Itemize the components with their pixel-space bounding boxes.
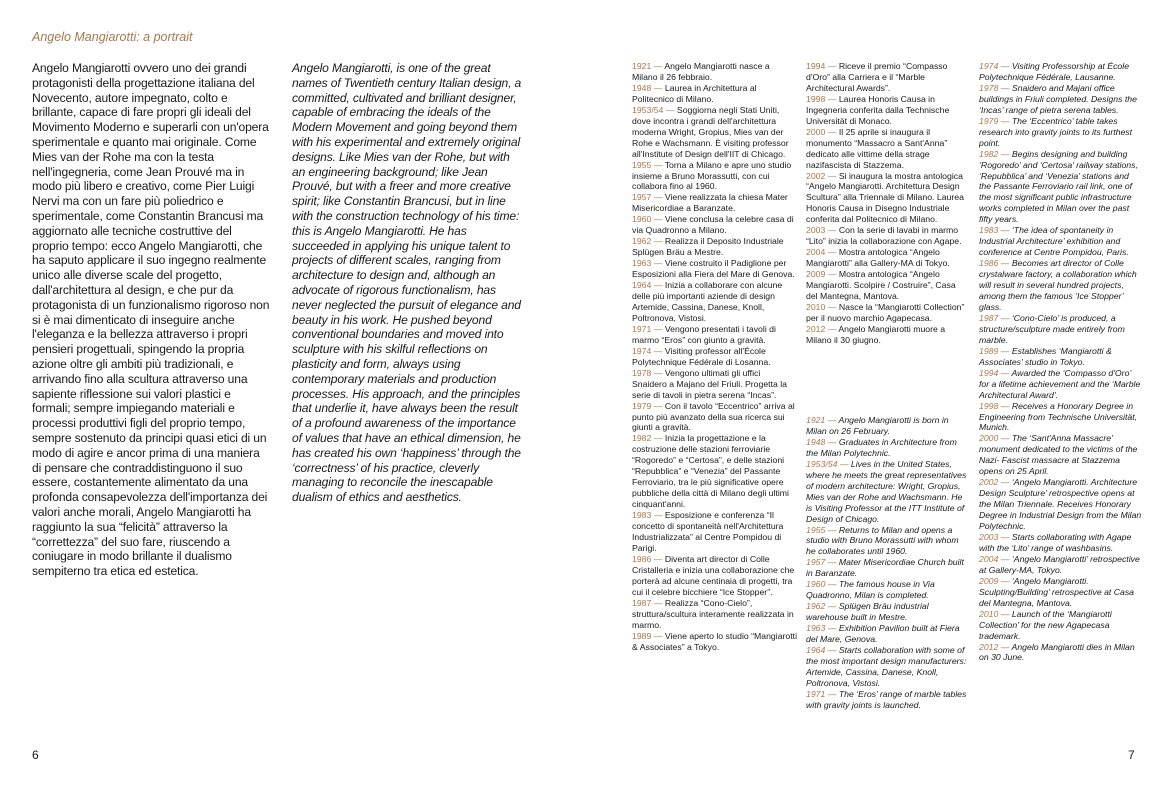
chronology-entry xyxy=(806,171,968,226)
chronology-year: 1953/54 — xyxy=(806,458,851,469)
chronology-entry xyxy=(979,61,1143,83)
chronology-year: 1994 — xyxy=(979,367,1012,378)
chronology-text: Launch of the ‘Mangiarotti Collection’ for the new Agapecasa trademark. xyxy=(979,608,1112,641)
chronology-year: 1964 — xyxy=(806,645,839,656)
chronology-entry xyxy=(632,598,797,631)
chronology-text: Starts collaborating with Agape with the ‘Lito’ range of washbasins. xyxy=(979,531,1132,553)
chronology-text: Viene realizzata la chiesa Mater Misericordiae a Baranzate. xyxy=(632,192,788,214)
chronology-entry xyxy=(979,368,1143,401)
chronology-year: 1957 — xyxy=(806,557,839,568)
chronology-text: ‘Angelo Mangiarotti. Sculpting/Building’ retrospective at Casa del Mantegna, Mantova. xyxy=(979,575,1135,608)
chronology-entry xyxy=(979,225,1143,258)
chronology-year: 1989 — xyxy=(979,345,1012,356)
chronology-entry xyxy=(979,576,1143,609)
chronology-entry xyxy=(632,433,797,510)
chronology-text: The ‘Sant'Anna Massacre’ monument dedicated to the victims of the Nazi- Fascist massacre at Stazzema opens on 25 April. xyxy=(979,433,1138,477)
chronology-entry xyxy=(979,116,1143,149)
chronology-entry xyxy=(979,313,1143,346)
chronology-entry xyxy=(979,433,1143,477)
chronology-year: 1974 — xyxy=(979,61,1012,71)
chronology-year: 1982 — xyxy=(979,148,1012,159)
chronology-text: ‘Angelo Mangiarotti. Architecture Design Sculpture’ retrospective opens at the Milan Triennale. Receives Honorary Degree in Industrial Design from the Milan Polytechnic. xyxy=(979,477,1142,532)
chronology-entry xyxy=(979,346,1143,368)
chronology-entry xyxy=(632,160,797,193)
chronology-entry xyxy=(806,415,968,437)
chronology-text: Receives a Honorary Degree in Engineering from Technische Universität, Munich. xyxy=(979,400,1138,433)
chronology-year: 2003 — xyxy=(979,531,1012,542)
chronology-year: 2012 — xyxy=(806,323,839,334)
chronology-year: 1979 — xyxy=(632,400,665,411)
chronology-text: Establishes ‘Mangiarotti & Associates’ studio in Tokyo. xyxy=(979,345,1112,367)
chronology-text: Torna a Milano e apre uno studio insieme a Bruno Morassutti, con cui collabora fino al 1960. xyxy=(632,159,792,192)
chronology-entry xyxy=(806,225,968,247)
chronology-entry xyxy=(979,642,1143,664)
chronology-english-part-2 xyxy=(979,61,1143,663)
chronology-entry xyxy=(979,401,1143,434)
chronology-text: Becomes art director of Colle crystalware factory, a collaboration which will result in several hundred projects, among them the famous ‘Ice Stopper’ glass. xyxy=(979,258,1137,312)
chronology-text: Snaidero and Majani office buildings in Friuli completed. Designs the ‘Incas’ range of pietra serena tables. xyxy=(979,82,1137,115)
chronology-entry xyxy=(979,477,1143,532)
chronology-year: 1989 — xyxy=(632,630,665,641)
chronology-text: Begins designing and building ‘Rogoredo’ and ‘Certosa’ railway stations, ‘Repubblica’ and ‘Venezia’ stations and the Passante Ferroviario rail link, one of the most significant public infrastructure works completed in Milan over the past fifty years. xyxy=(979,148,1138,225)
chronology-entry xyxy=(979,554,1143,576)
chronology-entry xyxy=(632,346,797,368)
chronology-year: 2002 — xyxy=(979,477,1012,488)
chronology-year: 1998 — xyxy=(806,93,839,104)
chronology-year: 2003 — xyxy=(806,225,839,236)
chronology-text: Laurea in Architettura al Politecnico di Milano. xyxy=(632,82,757,104)
chronology-year: 2012 — xyxy=(979,641,1012,652)
chronology-year: 2010 — xyxy=(806,301,839,312)
chronology-entry xyxy=(806,302,968,324)
chronology-text: ‘Cono-Cielo’ is produced, a structure/sculpture made entirely from marble. xyxy=(979,312,1125,345)
chronology-entry xyxy=(806,623,968,645)
chronology-entry xyxy=(979,83,1143,116)
chronology-text: Viene costruito il Padiglione per Esposizioni alla Fiera del Mare di Genova. xyxy=(632,258,795,280)
chronology-year: 1994 — xyxy=(806,61,839,71)
chronology-entry xyxy=(806,127,968,171)
chronology-text: Visiting Professorship at École Polytechnique Fédérale, Lausanne. xyxy=(979,61,1130,82)
chronology-year: 2010 — xyxy=(979,608,1012,619)
chronology-year: 1921 — xyxy=(806,415,839,425)
chronology-entry xyxy=(979,149,1143,226)
chronology-entry xyxy=(806,269,968,302)
chronology-year: 1960 — xyxy=(806,579,839,590)
chronology-entry xyxy=(632,510,797,554)
chronology-text: Angelo Mangiarotti dies in Milan on 30 June. xyxy=(979,641,1135,663)
chronology-year: 1957 — xyxy=(632,192,665,203)
chronology-text: Mater Misericordiae Church built in Baranzate. xyxy=(806,557,964,579)
chronology-entry xyxy=(806,437,968,459)
chronology-text: ‘Angelo Mangiarotti’ retrospective at Gallery-MA, Tokyo. xyxy=(979,553,1140,575)
chronology-text: Con la serie di lavabi in marmo “Lito” inizia la collaborazione con Agape. xyxy=(806,225,962,247)
chronology-text: Diventa art director di Colle Cristalleria e inizia una collaborazione che porterà ad alcune centinaia di progetti, tra cui il celebre bicchiere “Ice Stopper”. xyxy=(632,553,795,597)
chronology-year: 1978 — xyxy=(979,82,1012,93)
chronology-text: Con il tavolo “Eccentrico” arriva al punto più avanzato della sua ricerca sui giunti a gravità. xyxy=(632,400,795,433)
chronology-text: Mostra antologica “Angelo Mangiarotti” alla Gallery-MA di Tokyo. xyxy=(806,247,950,269)
chronology-entry xyxy=(632,324,797,346)
chronology-text: Starts collaboration with some of the most important design manufacturers: Artemide, Cassina, Danese, Knoll, Poltronova, Vistosi. xyxy=(806,645,967,688)
chronology-year: 1948 — xyxy=(632,82,665,93)
chronology-text: Splügen Bräu industrial warehouse built in Mestre. xyxy=(806,601,929,623)
chronology-text: Laurea Honoris Causa in Ingegneria conferita dalla Technische Universität di Monaco. xyxy=(806,93,950,126)
chronology-year: 1982 — xyxy=(632,433,665,444)
chronology-text: Esposizione e conferenza “Il concetto di spontaneità nell'Architettura Industrializzata” al Centre Pompidou di Parigi. xyxy=(632,510,784,553)
chronology-year: 2002 — xyxy=(806,170,839,181)
chronology-year: 1998 — xyxy=(979,400,1012,411)
chronology-text: Awarded the ‘Compasso d'Oro’ for a lifetime achievement and the ‘Marble Architectural Award’. xyxy=(979,367,1141,400)
chronology-year: 1974 — xyxy=(632,345,665,356)
chronology-entry xyxy=(632,631,797,653)
italian-intro-column xyxy=(32,61,270,579)
chronology-entry xyxy=(632,214,797,236)
chronology-entry xyxy=(806,689,968,711)
chronology-year: 1979 — xyxy=(979,115,1012,126)
chronology-text: Nasce la “Mangiarotti Collection” per il nuovo marchio Agapecasa. xyxy=(806,301,965,323)
chronology-entry xyxy=(979,532,1143,554)
chronology-year: 2009 — xyxy=(806,269,839,280)
chronology-entry xyxy=(632,83,797,105)
chronology-year: 1955 — xyxy=(632,159,665,170)
chronology-text: Visiting professor all'École Polytechnique Fédérale di Losanna. xyxy=(632,345,771,367)
chronology-entry xyxy=(806,247,968,269)
chronology-text: Riceve il premio “Compasso d'Oro” alla Carriera e il “Marble Architectural Awards”. xyxy=(806,61,948,93)
chronology-italian-part-1 xyxy=(632,61,797,652)
chronology-year: 1962 — xyxy=(632,236,665,247)
chronology-year: 1978 — xyxy=(632,367,665,378)
chronology-year: 2004 — xyxy=(979,553,1012,564)
chronology-text: Angelo Mangiarotti nasce a Milano il 26 febbraio. xyxy=(632,61,770,82)
chronology-entry xyxy=(632,280,797,324)
chronology-year: 1921 — xyxy=(632,61,665,71)
chronology-text: Realizza il Deposito Industriale Splügen Bräu a Mestre. xyxy=(632,236,784,258)
chronology-entry xyxy=(806,579,968,601)
section-title: Angelo Mangiarotti: a portrait xyxy=(32,30,193,44)
chronology-entry xyxy=(632,105,797,160)
chronology-text: Viene aperto lo studio “Mangiarotti & Associates” a Tokyo. xyxy=(632,630,798,652)
chronology-text: Angelo Mangiarotti muore a Milano il 30 giugno. xyxy=(806,323,946,345)
chronology-entry xyxy=(632,236,797,258)
english-intro-column xyxy=(292,61,524,505)
page-number-left: 6 xyxy=(32,748,39,762)
chronology-text: Il 25 aprile si inaugura il monumento “Massacro a Sant'Anna” dedicato alle vittime della strage nazifascista di Stazzema. xyxy=(806,126,948,170)
chronology-year: 1962 — xyxy=(806,601,839,612)
chronology-text: Vengono ultimati gli uffici Snaidero a Majano del Friuli. Progetta la serie di tavoli in pietra serena “Incas”. xyxy=(632,367,788,400)
chronology-entry xyxy=(806,94,968,127)
chronology-text: Mostra antologica “Angelo Mangiarotti. Scolpire / Costruire”, Casa del Mantegna, Mantova. xyxy=(806,269,956,302)
chronology-year: 1963 — xyxy=(806,623,839,634)
chronology-text: The ‘Eccentrico’ table takes research into gravity joints to its furthest point. xyxy=(979,115,1133,148)
chronology-year: 1983 — xyxy=(632,510,665,521)
italian-intro-text: Angelo Mangiarotti ovvero uno dei grandi protagonisti della progettazione italiana del Novecento, autore impegnato, colto e brillante, capace di fare propri gli ideali del Movimento Moderno e superarli con un'opera sperimentale e quanto mai originale. Come Mies van der Rohe ma con la testa nell'ingegneria, come Jean Prouvé ma in modo più libero e creativo, come Pier Luigi Nervi ma con un fare più poliedrico e sperimentale, come Constantin Brancusi ma aggiornato alle tecniche costruttive del proprio tempo: ecco Angelo Mangiarotti, che ha saputo applicare il suo ingegno realmente unico alle diverse scale del progetto, dall'architettura al design, e che pur da protagonista di un funzionalismo rigoroso non si è mai dimenticato di inseguire anche l'eleganza e la bellezza attraverso i propri pensieri progettuali, spingendo la propria azione oltre gli ambiti più tradizionali, e arrivando fino alla scultura attraverso una sapiente riflessione sui valori plastici e formali; sempre impiegando materiali e processi produttivi figli del proprio tempo, sempre sostenuto da principi quasi etici di un modo di agire e ancor prima di una maniera di pensare che contraddistinguono il suo essere, costantemente alimentato da una profonda consapevolezza dell'importanza dei valori anche morali, Angelo Mangiarotti ha raggiunto la sua “felicità” attraverso la “correttezza” del suo fare, riuscendo a coniugare in modo brillante il dualismo sempiterno tra etica ed estetica. xyxy=(32,61,270,579)
chronology-year: 1986 — xyxy=(632,553,665,564)
chronology-year: 1987 — xyxy=(632,597,665,608)
page-number-right: 7 xyxy=(1128,748,1135,762)
chronology-text: The famous house in Via Quadronno, Milan is completed. xyxy=(806,579,935,601)
chronology-text: Si inaugura la mostra antologica “Angelo Mangiarotti. Architettura Design Scultura” alla Triennale di Milano. Laurea Honoris Causa in Disegno Industriale conferita dal Politecnico di Milano. xyxy=(806,170,964,225)
chronology-entry xyxy=(632,258,797,280)
chronology-entry xyxy=(806,459,968,525)
chronology-text: Vengono presentati i tavoli di marmo “Eros” con giunto a gravità. xyxy=(632,323,776,345)
chronology-entry xyxy=(979,258,1143,313)
chronology-year: 1963 — xyxy=(632,258,665,269)
chronology-year: 1953/54 — xyxy=(632,104,677,115)
chronology-entry xyxy=(632,368,797,401)
chronology-italian-part-2 xyxy=(806,61,968,346)
chronology-year: 1955 — xyxy=(806,524,839,535)
chronology-entry xyxy=(632,192,797,214)
chronology-year: 2000 — xyxy=(806,126,839,137)
chronology-english-part-1 xyxy=(806,415,968,711)
chronology-year: 2004 — xyxy=(806,247,839,258)
chronology-year: 1964 — xyxy=(632,280,665,291)
chronology-year: 1960 — xyxy=(632,214,665,225)
chronology-entry xyxy=(806,601,968,623)
chronology-entry xyxy=(806,645,968,689)
chronology-text: Inizia a collaborare con alcune delle più importanti aziende di design Artemide, Cassina, Danese, Knoll, Poltronova, Vistosi. xyxy=(632,280,783,323)
chronology-text: Lives in the United States, where he meets the great representatives of modern architecture: Wright, Gropius, Mies van der Rohe and Wachsmann. He is Visiting Professor at the ITT Institute of Design of Chicago. xyxy=(806,458,967,524)
chronology-text: Angelo Mangiarotti is born in Milan on 26 February. xyxy=(806,415,949,436)
chronology-entry xyxy=(806,557,968,579)
chronology-year: 1983 — xyxy=(979,225,1012,236)
chronology-year: 1987 — xyxy=(979,312,1012,323)
chronology-year: 2000 — xyxy=(979,433,1012,444)
chronology-text: Realizza “Cono-Cielo”, struttura/scultura interamente realizzata in marmo. xyxy=(632,597,794,630)
chronology-entry xyxy=(806,61,968,94)
chronology-entry xyxy=(632,554,797,598)
chronology-entry xyxy=(632,61,797,83)
chronology-year: 1971 — xyxy=(632,323,665,334)
chronology-year: 1986 — xyxy=(979,258,1012,269)
chronology-text: Returns to Milan and opens a studio with Bruno Morassutti with whom he collaborates until 1960. xyxy=(806,524,959,557)
chronology-text: Graduates in Architecture from the Milan Polytechnic. xyxy=(806,436,957,458)
chronology-entry xyxy=(806,525,968,558)
chronology-text: Exhibition Pavilion built at Fiera del Mare, Genova. xyxy=(806,623,960,645)
chronology-entry xyxy=(632,401,797,434)
chronology-text: Viene conclusa la celebre casa di via Quadronno a Milano. xyxy=(632,214,794,236)
chronology-text: Inizia la progettazione e la costruzione delle stazioni ferroviarie “Rogoredo” e “Certosa”, e delle stazioni “Repubblica” e “Venezia” del Passante Ferroviario, tra le più significative opere pubbliche della città di Milano degli ultimi cinquant'anni. xyxy=(632,433,789,510)
chronology-year: 1948 — xyxy=(806,436,839,447)
chronology-year: 2009 — xyxy=(979,575,1012,586)
chronology-entry xyxy=(806,324,968,346)
chronology-text: Soggiorna negli Stati Uniti, dove incontra i grandi dell'architettura moderna Wright, Gropius, Mies van der Rohe e Wachsmann. È visiting professor all'Institute of Design dell'IIT di Chicago. xyxy=(632,104,789,159)
chronology-entry xyxy=(979,609,1143,642)
chronology-text: The ‘Eros’ range of marble tables with gravity joints is launched. xyxy=(806,688,967,710)
chronology-year: 1971 — xyxy=(806,688,839,699)
chronology-text: ‘The idea of spontaneity in Industrial Architecture’ exhibition and conference at Centre Pompidou, Paris. xyxy=(979,225,1129,258)
english-intro-text: Angelo Mangiarotti, is one of the great names of Twentieth century Italian design, a committed, cultivated and brilliant designer, capable of embracing the ideals of the Modern Movement and going beyond them with his experimental and extremely original designs. Like Mies van der Rohe, but with an engineering background; like Jean Prouvé, but with a freer and more creative spirit; like Constantin Brancusi, but in line with the construction technology of his time: this is Angelo Mangiarotti. He has succeeded in applying his unique talent to projects of different scales, ranging from architecture to design and, although an advocate of rigorous functionalism, has never neglected the pursuit of elegance and beauty in his work. He pushed beyond conventional boundaries and moved into sculpture with his skilful reflections on plasticity and form, always using contemporary materials and production processes. His approach, and the principles that underlie it, have always been the result of a profound awareness of the importance of values that have an ethical dimension, he has created his own ‘happiness’ through the ‘correctness’ of his practice, cleverly managing to reconcile the inescapable dualism of ethics and aesthetics. xyxy=(292,61,522,505)
